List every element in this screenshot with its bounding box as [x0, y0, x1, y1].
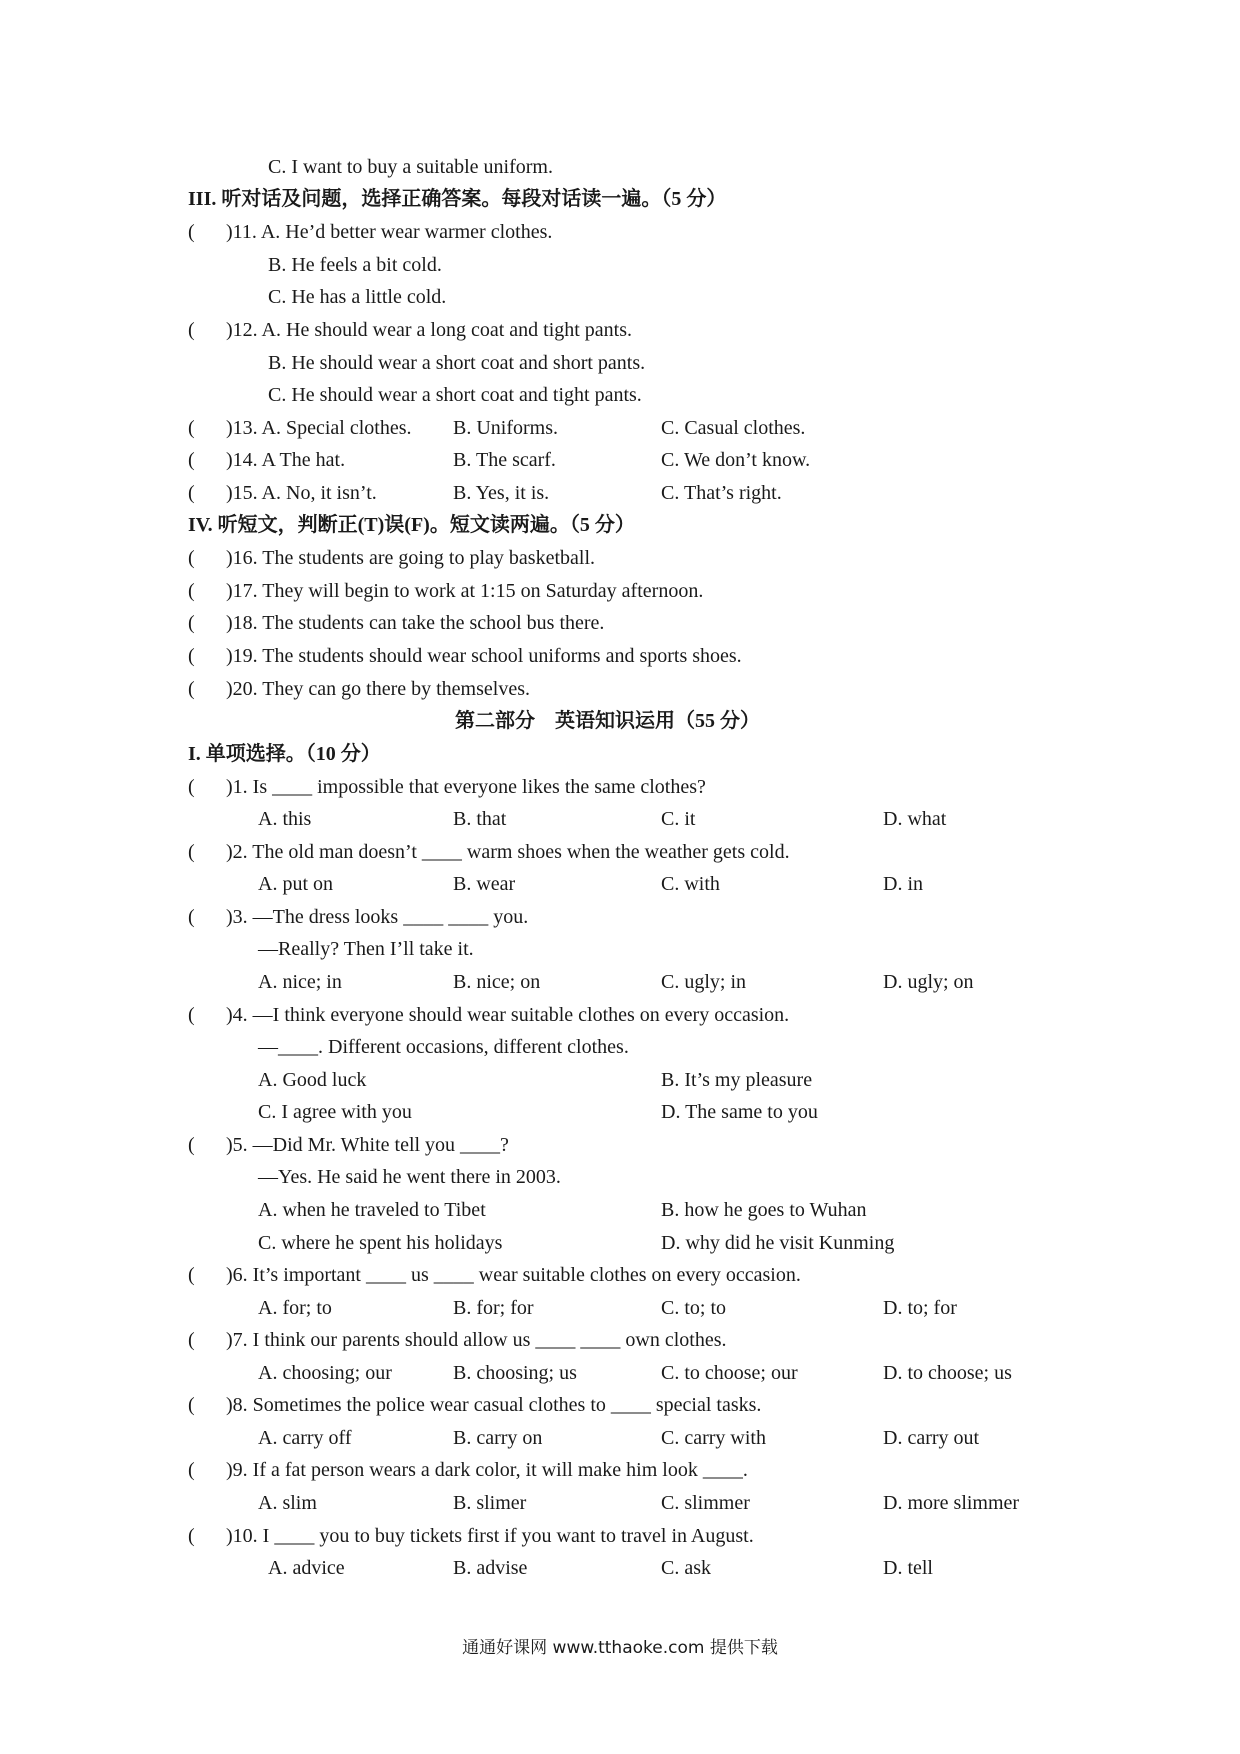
option-b: B. He should wear a short coat and short pants.: [268, 352, 646, 374]
part-2-section-i-header-line: [0, 738, 1240, 770]
mc-question-4-options-cd: [0, 1096, 1240, 1128]
answer-paren: (: [188, 1329, 195, 1351]
mc-question-1-options: [0, 803, 1240, 835]
answer-paren: (: [188, 449, 195, 471]
option-a: A. when he traveled to Tibet: [258, 1199, 486, 1221]
mc-question-1-stem: )1. Is ____ impossible that everyone likes the same clothes?: [226, 776, 706, 798]
mc-question-10-options: [0, 1552, 1240, 1584]
answer-paren: (: [188, 1134, 195, 1156]
question-11-option-c-line: [0, 281, 1240, 313]
mc-question-1: [0, 771, 1240, 803]
mc-question-6-options: [0, 1292, 1240, 1324]
mc-question-10: [0, 1520, 1240, 1552]
mc-question-5-line-2: [0, 1161, 1240, 1193]
option-b: B. The scarf.: [453, 449, 556, 471]
option-c: C. ugly; in: [661, 971, 747, 993]
page-footer: 通通好课网 www.tthaoke.com 提供下载: [462, 1638, 778, 1658]
mc-question-2: [0, 836, 1240, 868]
mc-question-5-options-ab: [0, 1194, 1240, 1226]
answer-paren: (: [188, 1004, 195, 1026]
mc-question-3-line-2: [0, 933, 1240, 965]
option-b: B. slimer: [453, 1492, 527, 1514]
answer-paren: (: [188, 221, 195, 243]
question-16-stem: )16. The students are going to play basketball.: [226, 547, 595, 569]
option-a: A. for; to: [258, 1297, 332, 1319]
option-c: C. I want to buy a suitable uniform.: [268, 156, 553, 178]
mc-question-6: [0, 1259, 1240, 1291]
answer-paren: (: [188, 580, 195, 602]
option-c: C. with: [661, 873, 720, 895]
question-14-stem: )14. A The hat.: [226, 449, 346, 471]
mc-question-8: [0, 1389, 1240, 1421]
option-b: B. He feels a bit cold.: [268, 254, 442, 276]
mc-question-9-options: [0, 1487, 1240, 1519]
option-b: B. Uniforms.: [453, 417, 558, 439]
question-19-stem: )19. The students should wear school uniforms and sports shoes.: [226, 645, 742, 667]
question-11-option-b-line: [0, 249, 1240, 281]
dialogue-reply: —____. Different occasions, different clothes.: [258, 1036, 629, 1058]
option-c: C. Casual clothes.: [661, 417, 806, 439]
option-d: D. to choose; us: [883, 1362, 1012, 1384]
option-b: B. that: [453, 808, 507, 830]
mc-question-8-options: [0, 1422, 1240, 1454]
mc-question-8-stem: )8. Sometimes the police wear casual clothes to ____ special tasks.: [226, 1394, 762, 1416]
question-13: [0, 412, 1240, 444]
question-12-option-b-line: [0, 347, 1240, 379]
question-11: [0, 216, 1240, 248]
question-15-stem: )15. A. No, it isn’t.: [226, 482, 377, 504]
option-d: D. what: [883, 808, 947, 830]
mc-question-7-options: [0, 1357, 1240, 1389]
part-2-section-i-header: I. 单项选择。（10 分）: [188, 743, 381, 765]
option-d: D. The same to you: [661, 1101, 818, 1123]
option-a: A. choosing; our: [258, 1362, 392, 1384]
answer-paren: (: [188, 417, 195, 439]
option-b: B. wear: [453, 873, 516, 895]
section-iv-header-line: [0, 509, 1240, 541]
option-b: B. how he goes to Wuhan: [661, 1199, 867, 1221]
section-iii-header: III. 听对话及问题，选择正确答案。每段对话读一遍。（5 分）: [188, 188, 727, 210]
answer-paren: (: [188, 841, 195, 863]
option-c: C. to choose; our: [661, 1362, 798, 1384]
answer-paren: (: [188, 319, 195, 341]
question-18: [0, 607, 1240, 639]
question-12-stem: )12. A. He should wear a long coat and tight pants.: [226, 319, 633, 341]
option-c: C. it: [661, 808, 696, 830]
option-d: D. carry out: [883, 1427, 980, 1449]
mc-question-4-line-2: [0, 1031, 1240, 1063]
option-b: B. Yes, it is.: [453, 482, 550, 504]
answer-paren: (: [188, 645, 195, 667]
prev-question-option-line: [0, 151, 1240, 183]
option-c: C. where he spent his holidays: [258, 1232, 503, 1254]
option-d: D. to; for: [883, 1297, 957, 1319]
question-20-stem: )20. They can go there by themselves.: [226, 678, 530, 700]
option-d: D. in: [883, 873, 923, 895]
option-d: D. ugly; on: [883, 971, 974, 993]
mc-question-5-options-cd: [0, 1227, 1240, 1259]
option-a: A. carry off: [258, 1427, 352, 1449]
mc-question-2-stem: )2. The old man doesn’t ____ warm shoes when the weather gets cold.: [226, 841, 790, 863]
answer-paren: (: [188, 1525, 195, 1547]
mc-question-3-options: [0, 966, 1240, 998]
option-b: B. nice; on: [453, 971, 541, 993]
section-iii-header-line: [0, 183, 1240, 215]
mc-question-9-stem: )9. If a fat person wears a dark color, it will make him look ____.: [226, 1459, 748, 1481]
option-b: B. advise: [453, 1557, 528, 1579]
option-b: B. It’s my pleasure: [661, 1069, 813, 1091]
section-iv-header: IV. 听短文，判断正(T)误(F)。短文读两遍。（5 分）: [188, 514, 635, 536]
option-c: C. That’s right.: [661, 482, 782, 504]
question-16: [0, 542, 1240, 574]
answer-paren: (: [188, 776, 195, 798]
question-11-stem: )11. A. He’d better wear warmer clothes.: [226, 221, 553, 243]
question-20: [0, 673, 1240, 705]
option-d: D. why did he visit Kunming: [661, 1232, 895, 1254]
option-c: C. slimmer: [661, 1492, 750, 1514]
question-15: [0, 477, 1240, 509]
option-c: C. He has a little cold.: [268, 286, 447, 308]
option-d: D. tell: [883, 1557, 933, 1579]
option-a: A. this: [258, 808, 312, 830]
question-19: [0, 640, 1240, 672]
answer-paren: (: [188, 678, 195, 700]
answer-paren: (: [188, 906, 195, 928]
question-18-stem: )18. The students can take the school bus there.: [226, 612, 605, 634]
answer-paren: (: [188, 1394, 195, 1416]
question-17: [0, 575, 1240, 607]
option-c: C. I agree with you: [258, 1101, 412, 1123]
question-13-stem: )13. A. Special clothes.: [226, 417, 412, 439]
mc-question-4-stem: )4. —I think everyone should wear suitable clothes on every occasion.: [226, 1004, 790, 1026]
question-12-option-c-line: [0, 379, 1240, 411]
mc-question-4: [0, 999, 1240, 1031]
option-c: C. He should wear a short coat and tight pants.: [268, 384, 642, 406]
mc-question-4-options-ab: [0, 1064, 1240, 1096]
option-a: A. put on: [258, 873, 333, 895]
answer-paren: (: [188, 1264, 195, 1286]
dialogue-reply: —Really? Then I’ll take it.: [258, 938, 474, 960]
part-2-title-line: [0, 705, 1240, 737]
answer-paren: (: [188, 547, 195, 569]
mc-question-3-stem: )3. —The dress looks ____ ____ you.: [226, 906, 529, 928]
answer-paren: (: [188, 612, 195, 634]
question-12: [0, 314, 1240, 346]
option-c: C. We don’t know.: [661, 449, 811, 471]
option-a: A. Good luck: [258, 1069, 367, 1091]
option-b: B. for; for: [453, 1297, 534, 1319]
mc-question-5-stem: )5. —Did Mr. White tell you ____?: [226, 1134, 509, 1156]
answer-paren: (: [188, 482, 195, 504]
option-c: C. carry with: [661, 1427, 766, 1449]
option-b: B. choosing; us: [453, 1362, 577, 1384]
option-c: C. ask: [661, 1557, 711, 1579]
mc-question-3: [0, 901, 1240, 933]
mc-question-6-stem: )6. It’s important ____ us ____ wear suitable clothes on every occasion.: [226, 1264, 801, 1286]
option-b: B. carry on: [453, 1427, 543, 1449]
mc-question-7-stem: )7. I think our parents should allow us ____ ____ own clothes.: [226, 1329, 727, 1351]
dialogue-reply: —Yes. He said he went there in 2003.: [258, 1166, 561, 1188]
part-2-title: 第二部分 英语知识运用（55 分）: [455, 710, 760, 732]
question-14: [0, 444, 1240, 476]
mc-question-7: [0, 1324, 1240, 1356]
mc-question-2-options: [0, 868, 1240, 900]
option-a: A. advice: [268, 1557, 345, 1579]
mc-question-5: [0, 1129, 1240, 1161]
option-c: C. to; to: [661, 1297, 727, 1319]
answer-paren: (: [188, 1459, 195, 1481]
mc-question-9: [0, 1454, 1240, 1486]
option-d: D. more slimmer: [883, 1492, 1020, 1514]
option-a: A. nice; in: [258, 971, 342, 993]
mc-question-10-stem: )10. I ____ you to buy tickets first if you want to travel in August.: [226, 1525, 754, 1547]
option-a: A. slim: [258, 1492, 317, 1514]
question-17-stem: )17. They will begin to work at 1:15 on Saturday afternoon.: [226, 580, 704, 602]
